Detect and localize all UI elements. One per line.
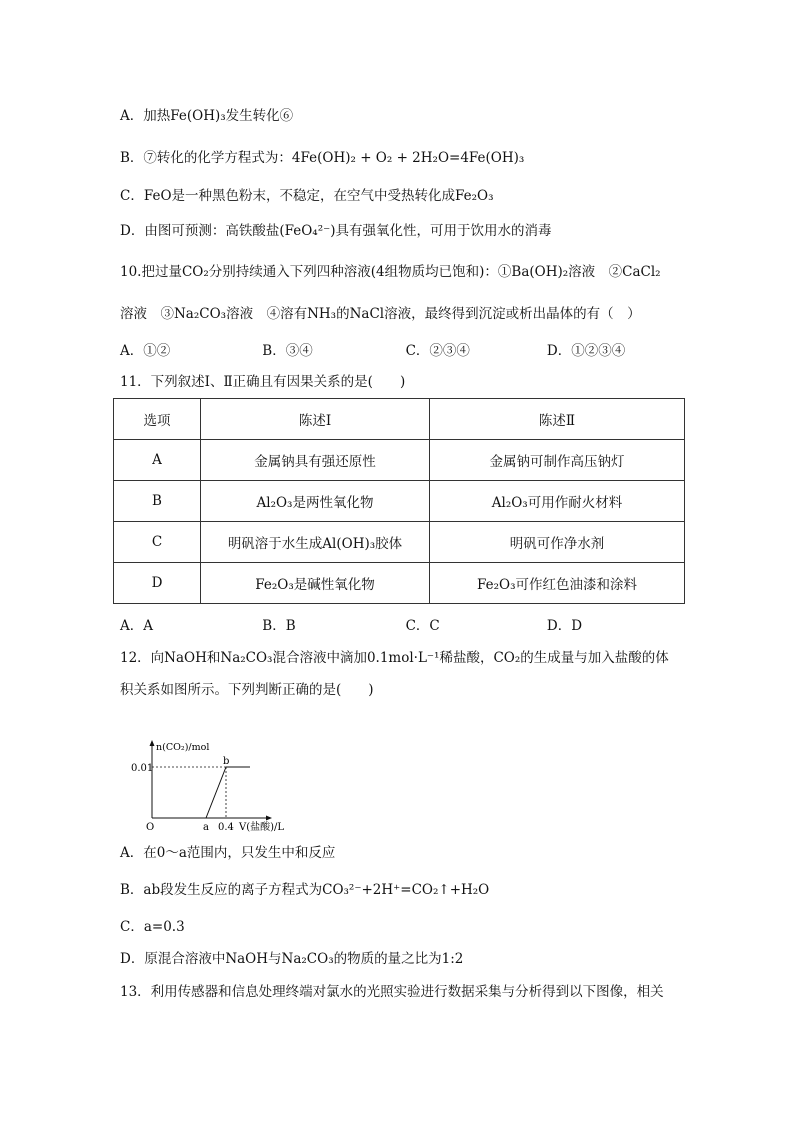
q11-choices (120, 616, 582, 636)
q9-option-b: B．⑦转化的化学方程式为：4Fe(OH)₂ + O₂ + 2H₂O=4Fe(OH)₃ (120, 150, 525, 166)
q11-choice-a: A．A (120, 618, 153, 634)
row-label: B (114, 481, 201, 522)
table-row (114, 522, 685, 563)
q10-choice-d: D．①②③④ (546, 343, 626, 359)
q11-stem: 11．下列叙述Ⅰ、Ⅱ正确且有因果关系的是( ) (120, 374, 406, 390)
q10-choice-a: A．①② (120, 343, 171, 359)
q10-stem-line2: 溶液 ③Na₂CO₃溶液 ④溶有NH₃的NaCl溶液，最终得到沉淀或析出晶体的有（ ） (120, 306, 641, 322)
q11-choice-b: B．B (262, 618, 296, 634)
row-statement-1: 金属钠具有强还原性 (201, 440, 430, 481)
row-statement-2: Fe₂O₃可作红色油漆和涂料 (430, 563, 685, 604)
q12-option-b: B．ab段发生反应的离子方程式为CO₃²⁻+2H⁺=CO₂↑+H₂O (120, 882, 490, 898)
table-row (114, 481, 685, 522)
row-statement-2: 金属钠可制作高压钠灯 (430, 440, 685, 481)
x-axis-arrow (266, 816, 272, 821)
q10-choices (120, 341, 625, 361)
q9-option-c: C．FeO是一种黑色粉末，不稳定，在空气中受热转化成Fe₂O₃ (120, 188, 494, 204)
q12-option-a: A．在0～a范围内，只发生中和反应 (120, 845, 336, 861)
q13-stem-line1: 13．利用传感器和信息处理终端对氯水的光照实验进行数据采集与分析得到以下图像，相关 (120, 984, 664, 1000)
q12-stem-line2: 积关系如图所示。下列判断正确的是( ) (120, 682, 374, 698)
q10-choice-b: B．③④ (262, 343, 313, 359)
y-axis-arrow (150, 740, 155, 746)
y-tick-label: 0.01 (131, 763, 154, 774)
row-label: A (114, 440, 201, 481)
q11-choice-d: D．D (546, 618, 583, 634)
row-statement-1: Fe₂O₃是碱性氧化物 (201, 563, 430, 604)
table-row (114, 440, 685, 481)
y-axis-label: n(CO₂)/mol (156, 742, 210, 753)
q12-stem-line1: 12．向NaOH和Na₂CO₃混合溶液中滴加0.1mol·L⁻¹稀盐酸，CO₂的生成量与加入盐酸的体 (120, 650, 669, 666)
table-header-row (114, 399, 685, 440)
header-statement-2: 陈述Ⅱ (430, 399, 685, 440)
point-b-label: b (223, 756, 230, 767)
q11-choice-c: C．C (405, 618, 440, 634)
row-label: D (114, 563, 201, 604)
q12-option-d: D．原混合溶液中NaOH与Na₂CO₃的物质的量之比为1:2 (120, 951, 464, 967)
origin-label: O (146, 822, 155, 833)
table-row (114, 563, 685, 604)
row-label: C (114, 522, 201, 563)
row-statement-1: Al₂O₃是两性氧化物 (201, 481, 430, 522)
series-rise (206, 767, 226, 818)
row-statement-2: Al₂O₃可用作耐火材料 (430, 481, 685, 522)
q11-table (113, 398, 685, 604)
row-statement-1: 明矾溶于水生成Al(OH)₃胶体 (201, 522, 430, 563)
q10-stem-line1: 10.把过量CO₂分别持续通入下列四种溶液(4组物质均已饱和)：①Ba(OH)₂溶液 ②CaCl₂ (120, 264, 661, 280)
x-axis-label: V(盐酸)/L (239, 822, 285, 833)
x-tick-04-label: 0.4 (218, 822, 234, 833)
q12-option-c: C．a=0.3 (120, 919, 185, 935)
q9-option-d: D．由图可预测：高铁酸盐(FeO₄²⁻)具有强氧化性，可用于饮用水的消毒 (120, 223, 552, 239)
header-statement-1: 陈述Ⅰ (201, 399, 430, 440)
q9-option-a: A．加热Fe(OH)₃发生转化⑥ (120, 108, 294, 124)
q10-choice-c: C．②③④ (405, 343, 470, 359)
co2-volume-graph (130, 738, 310, 838)
x-tick-a-label: a (203, 822, 209, 833)
row-statement-2: 明矾可作净水剂 (430, 522, 685, 563)
header-option: 选项 (114, 399, 201, 440)
